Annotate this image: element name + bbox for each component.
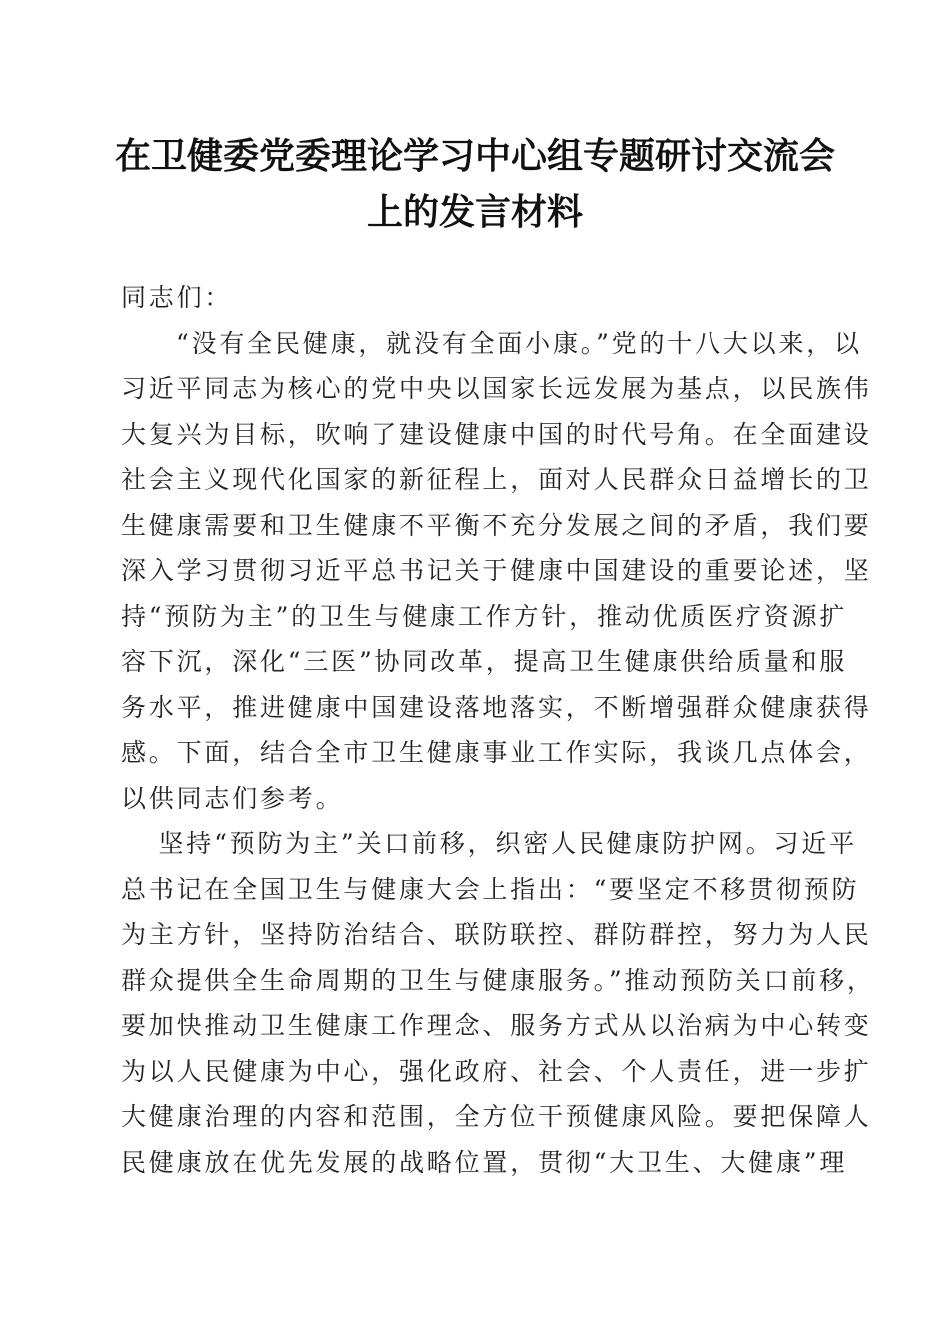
paragraph-1-line: 感。下面，结合全市卫生健康事业工作实际，我谈几点体会， — [121, 738, 872, 767]
title-line-2: 上的发言材料 — [366, 191, 583, 233]
paragraph-2-line: 民健康放在优先发展的战略位置，贯彻“大卫生、大健康”理 — [121, 1147, 848, 1177]
paragraph-1-line: 持“预防为主”的卫生与健康工作方针，推动优质医疗资源扩 — [121, 601, 848, 631]
paragraph-1-line: 容下沉，深化“三医”协同改革，提高卫生健康供给质量和服 — [121, 647, 848, 676]
paragraph-2-line: 群众提供全生命周期的卫生与健康服务。”推动预防关口前移， — [121, 965, 875, 995]
paragraph-2-line: 坚持“预防为主”关口前移，织密人民健康防护网。习近平 — [158, 829, 857, 858]
paragraph-1-line: 务水平，推进健康中国建设落地落实，不断增强群众健康获得 — [121, 692, 872, 722]
paragraph-2-line: 总书记在全国卫生与健康大会上指出：“要坚定不移贯彻预防 — [121, 874, 860, 904]
document-body — [121, 275, 875, 1185]
paragraph-1-line: 大复兴为目标，吹响了建设健康中国的时代号角。在全面建设 — [121, 419, 872, 449]
paragraph-1-line: 习近平同志为核心的党中央以国家长远发展为基点，以民族伟 — [121, 374, 872, 403]
paragraph-2-line: 为主方针，坚持防治结合、联防联控、群防群控，努力为人民 — [121, 920, 872, 949]
paragraph-1-line: 深入学习贯彻习近平总书记关于健康中国建设的重要论述，坚 — [121, 556, 872, 585]
title-line-1: 在卫健委党委理论学习中心组专题研讨交流会 — [114, 135, 835, 177]
paragraph-1-line: 社会主义现代化国家的新征程上，面对人民群众日益增长的卫 — [121, 465, 872, 494]
paragraph-1-line: “没有全民健康，就没有全面小康。”党的十八大以来，以 — [176, 328, 862, 358]
paragraph-2-line: 大健康治理的内容和范围，全方位干预健康风险。要把保障人 — [121, 1102, 872, 1131]
paragraph-1-line: 生健康需要和卫生健康不平衡不充分发展之间的矛盾，我们要 — [121, 510, 872, 540]
document-title — [100, 128, 850, 240]
paragraph-1-line: 以供同志们参考。 — [121, 783, 344, 813]
paragraph-2-line: 为以人民健康为中心，强化政府、社会、个人责任，进一步扩 — [121, 1056, 872, 1086]
paragraph-2-line: 要加快推动卫生健康工作理念、服务方式从以治病为中心转变 — [121, 1011, 872, 1040]
salutation: 同志们： — [121, 283, 233, 312]
